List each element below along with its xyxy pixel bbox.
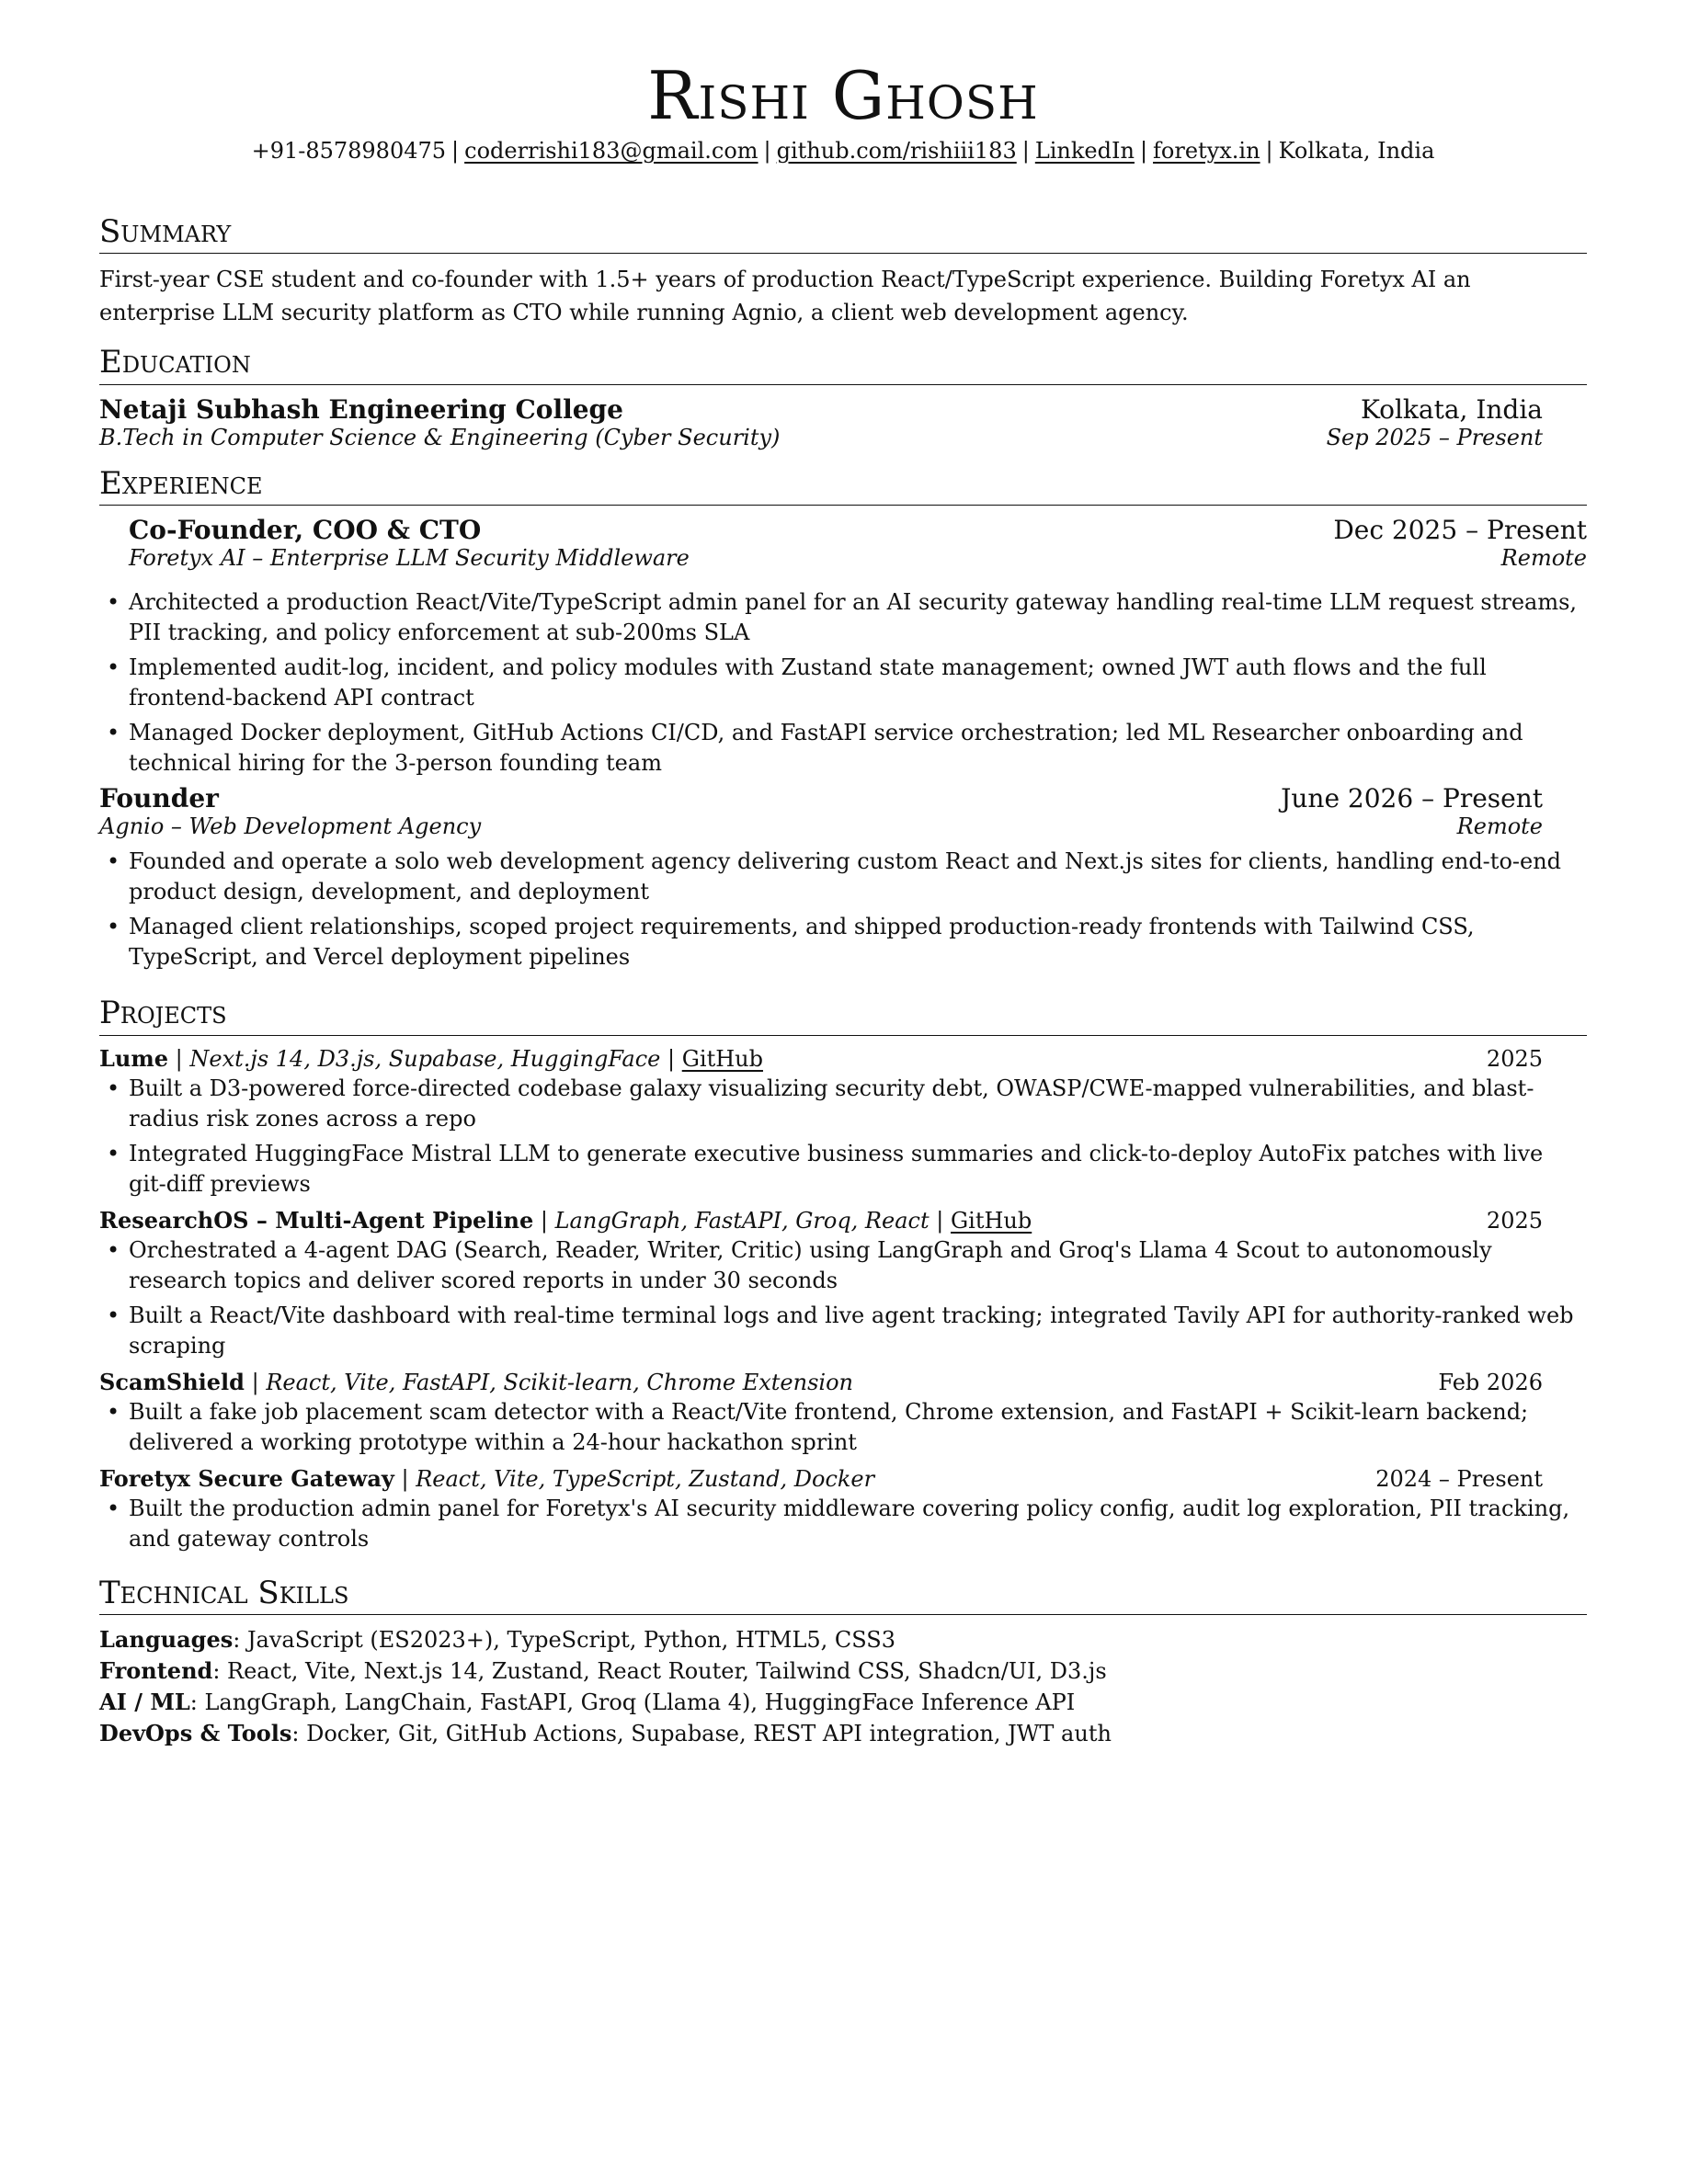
list-item: • Built a fake job placement scam detector with a React/Vite frontend, Chrome extension, and FastAPI + Scikit-learn backend; delivered a working prototype within a 24-hour hackathon sprint: [129, 1397, 1587, 1458]
list-item: • Managed client relationships, scoped project requirements, and shipped production-ready frontends with Tailwind CSS, TypeScript, and Vercel deployment pipelines: [129, 912, 1587, 973]
experience-section: [99, 464, 1587, 973]
project-stack: React, Vite, TypeScript, Zustand, Docker: [416, 1465, 875, 1492]
email-link[interactable]: coderrishi183@gmail.com: [464, 138, 758, 164]
job-role: Founder: [99, 783, 219, 814]
experience-item: [99, 515, 1587, 779]
linkedin-link[interactable]: LinkedIn: [1034, 138, 1135, 164]
skill-value: React, Vite, Next.js 14, Zustand, React Router, Tailwind CSS, Shadcn/UI, D3.js: [227, 1657, 1107, 1684]
skill-label: AI / ML: [99, 1688, 190, 1715]
project-date: 2025: [1486, 1207, 1543, 1234]
project-github-link[interactable]: GitHub: [950, 1207, 1032, 1234]
skill-line: DevOps & Tools: Docker, Git, GitHub Actions, Supabase, REST API integration, JWT auth: [99, 1719, 1112, 1746]
section-title: Summary: [99, 213, 232, 250]
section-title: Education: [99, 344, 251, 381]
skill-label: DevOps & Tools: [99, 1719, 292, 1746]
project-item: ResearchOS – Multi-Agent Pipeline | LangGraph, FastAPI, Groq, React | GitHub 2025 • Orchestrated a 4-agent DAG (Search, Reader, Writer, Critic) using LangGraph and Groq's Llama 4 Scout to autonomously research topics and deliver scored reports in under 30 seconds • Built a React/Vite dashboard with real-time terminal logs and live agent tracking; integrated Tavily API for authority-ranked web scraping: [99, 1207, 1587, 1361]
project-stack: Next.js 14, D3.js, Supabase, HuggingFace: [189, 1045, 661, 1072]
github-link[interactable]: github.com/rishiii183: [776, 138, 1017, 164]
job-location: Remote: [1500, 545, 1587, 572]
website-link[interactable]: foretyx.in: [1153, 138, 1260, 164]
projects-section: [99, 996, 1587, 1553]
summary-text: First-year CSE student and co-founder with 1.5+ years of production React/TypeScript experience. Building Foretyx AI an enterprise LLM security platform as CTO while running Agnio, a client web development agency.: [99, 267, 1471, 326]
skill-line: AI / ML: LangGraph, LangChain, FastAPI, Groq (Llama 4), HuggingFace Inference API: [99, 1688, 1076, 1715]
skill-value: JavaScript (ES2023+), TypeScript, Python, HTML5, CSS3: [246, 1626, 896, 1653]
bullet-list: [99, 587, 1587, 779]
project-name: ScamShield: [99, 1368, 245, 1395]
project-name: Lume: [99, 1044, 168, 1072]
section-title: Technical Skills: [99, 1574, 349, 1611]
job-location: Remote: [1456, 813, 1543, 840]
project-stack: LangGraph, FastAPI, Groq, React: [554, 1207, 930, 1234]
list-item: • Built a D3-powered force-directed codebase galaxy visualizing security debt, OWASP/CWE-mapped vulnerabilities, and blast-radius risk zones across a repo: [129, 1074, 1587, 1134]
section-divider: [99, 253, 1587, 254]
list-item: • Managed Docker deployment, GitHub Actions CI/CD, and FastAPI service orchestration; led ML Researcher onboarding and technical hiring for the 3-person founding team: [129, 718, 1587, 779]
skill-line: Languages: JavaScript (ES2023+), TypeScript, Python, HTML5, CSS3: [99, 1625, 896, 1653]
degree: B.Tech in Computer Science & Engineering (Cyber Security): [99, 424, 781, 450]
project-date: 2024 – Present: [1375, 1465, 1543, 1492]
skill-value: Docker, Git, GitHub Actions, Supabase, REST API integration, JWT auth: [306, 1720, 1112, 1746]
section-title: Projects: [99, 995, 227, 1032]
list-item: • Orchestrated a 4-agent DAG (Search, Reader, Writer, Critic) using LangGraph and Groq's Llama 4 Scout to autonomously research topics and deliver scored reports in under 30 seconds: [129, 1235, 1587, 1296]
skill-label: Languages: [99, 1625, 234, 1653]
job-role: Co-Founder, COO & CTO: [129, 515, 482, 546]
skill-label: Frontend: [99, 1656, 213, 1684]
skills-section: [99, 1576, 1587, 1749]
section-divider: [99, 1035, 1587, 1036]
company-name: Agnio – Web Development Agency: [99, 813, 482, 840]
section-title: Experience: [99, 464, 263, 502]
project-stack: React, Vite, FastAPI, Scikit-learn, Chrome Extension: [266, 1369, 853, 1395]
experience-item: [99, 783, 1587, 973]
candidate-name: Rishi Ghosh: [647, 57, 1039, 134]
bullet-list: [99, 1074, 1587, 1200]
list-item: • Founded and operate a solo web development agency delivering custom React and Next.js sites for clients, handling end-to-end product design, development, and deployment: [129, 847, 1587, 907]
location: Kolkata, India: [1278, 138, 1435, 164]
section-divider: [99, 505, 1587, 506]
project-github-link[interactable]: GitHub: [681, 1045, 763, 1072]
project-name: Foretyx Secure Gateway: [99, 1464, 394, 1492]
list-item: • Architected a production React/Vite/TypeScript admin panel for an AI security gateway handling real-time LLM request streams, PII tracking, and policy enforcement at sub-200ms SLA: [129, 587, 1587, 648]
education-dates: Sep 2025 – Present: [1326, 424, 1543, 450]
bullet-list: [99, 1397, 1587, 1458]
bullet-list: [99, 847, 1587, 973]
skill-value: LangGraph, LangChain, FastAPI, Groq (Llama 4), HuggingFace Inference API: [204, 1689, 1076, 1715]
bullet-list: [99, 1494, 1587, 1554]
list-item: • Built a React/Vite dashboard with real-time terminal logs and live agent tracking; integrated Tavily API for authority-ranked web scraping: [129, 1301, 1587, 1361]
school-name: Netaji Subhash Engineering College: [99, 393, 623, 425]
project-date: 2025: [1486, 1045, 1543, 1072]
section-divider: [99, 1614, 1587, 1615]
summary-section: [99, 215, 1587, 329]
project-name: ResearchOS – Multi-Agent Pipeline: [99, 1206, 534, 1234]
project-item: Foretyx Secure Gateway | React, Vite, TypeScript, Zustand, Docker 2024 – Present • Built the production admin panel for Foretyx's AI security middleware covering policy config, audit log exploration, PII tracking, and gateway controls: [99, 1465, 1587, 1554]
education-subheader: [99, 425, 1543, 450]
contact-line: +91-8578980475 | coderrishi183@gmail.com | github.com/rishiii183 | LinkedIn | foretyx.in | Kolkata, India: [251, 138, 1435, 164]
list-item: • Integrated HuggingFace Mistral LLM to generate executive business summaries and click-to-deploy AutoFix patches with live git-diff previews: [129, 1139, 1587, 1200]
skill-line: Frontend: React, Vite, Next.js 14, Zustand, React Router, Tailwind CSS, Shadcn/UI, D3.js: [99, 1656, 1107, 1684]
project-item: Lume | Next.js 14, D3.js, Supabase, HuggingFace | GitHub 2025 • Built a D3-powered force-directed codebase galaxy visualizing security debt, OWASP/CWE-mapped vulnerabilities, and blast-radius risk zones across a repo • Integrated HuggingFace Mistral LLM to generate executive business summaries and click-to-deploy AutoFix patches with live git-diff previews: [99, 1045, 1587, 1200]
education-header: [99, 394, 1543, 425]
job-dates: June 2026 – Present: [1281, 783, 1543, 814]
school-location: Kolkata, India: [1360, 393, 1543, 425]
company-name: Foretyx AI – Enterprise LLM Security Middleware: [129, 545, 690, 572]
section-divider: [99, 384, 1587, 385]
bullet-list: [99, 1235, 1587, 1361]
phone: +91-8578980475: [251, 138, 447, 164]
project-item: ScamShield | React, Vite, FastAPI, Scikit-learn, Chrome Extension Feb 2026 • Built a fake job placement scam detector with a React/Vite frontend, Chrome extension, and FastAPI + Scikit-learn backend; delivered a working prototype within a 24-hour hackathon sprint: [99, 1369, 1587, 1458]
education-section: [99, 346, 1587, 449]
list-item: • Implemented audit-log, incident, and policy modules with Zustand state management; owned JWT auth flows and the full frontend-backend API contract: [129, 653, 1587, 713]
job-dates: Dec 2025 – Present: [1333, 515, 1587, 546]
project-date: Feb 2026: [1438, 1369, 1543, 1395]
list-item: • Built the production admin panel for Foretyx's AI security middleware covering policy config, audit log exploration, PII tracking, and gateway controls: [129, 1494, 1587, 1554]
